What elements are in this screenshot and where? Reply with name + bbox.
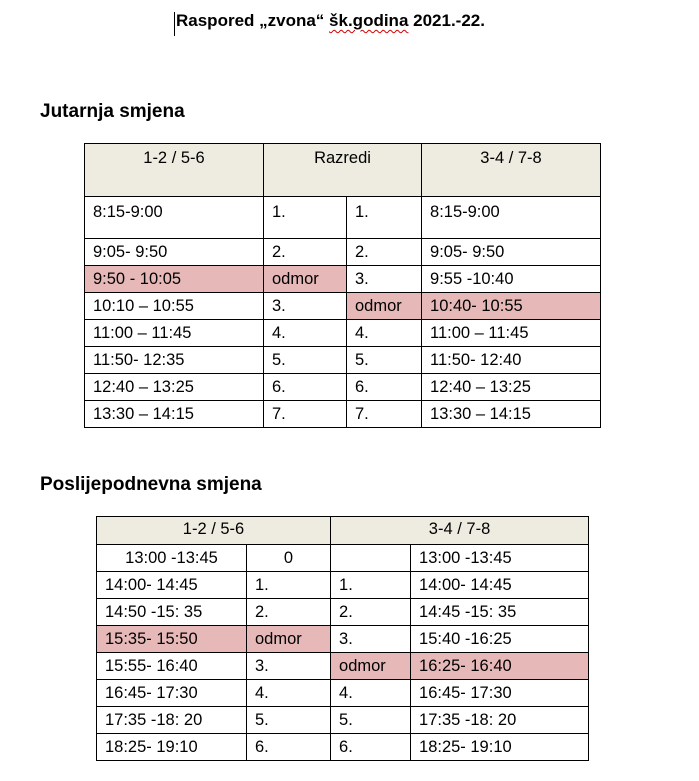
time-cell[interactable]: 13:30 – 14:15 bbox=[422, 401, 601, 428]
table-row bbox=[97, 572, 589, 599]
morning-schedule-table bbox=[84, 143, 601, 428]
col-header-razredi[interactable]: Razredi bbox=[264, 144, 422, 197]
table-header-row bbox=[97, 517, 589, 545]
time-cell[interactable]: 11:00 – 11:45 bbox=[85, 320, 264, 347]
break-label-cell[interactable]: odmor bbox=[347, 293, 422, 320]
time-cell[interactable]: 9:55 -10:40 bbox=[422, 266, 601, 293]
time-cell[interactable]: 18:25- 19:10 bbox=[97, 734, 247, 761]
table-row bbox=[97, 653, 589, 680]
time-cell[interactable]: 11:00 – 11:45 bbox=[422, 320, 601, 347]
break-time-cell[interactable]: 16:25- 16:40 bbox=[411, 653, 589, 680]
break-label-cell[interactable]: odmor bbox=[247, 626, 331, 653]
period-cell[interactable]: 2. bbox=[247, 599, 331, 626]
period-cell[interactable]: 2. bbox=[264, 239, 347, 266]
afternoon-schedule-table bbox=[96, 516, 589, 761]
time-cell[interactable]: 14:00- 14:45 bbox=[97, 572, 247, 599]
break-time-cell[interactable]: 9:50 - 10:05 bbox=[85, 266, 264, 293]
time-cell[interactable]: 18:25- 19:10 bbox=[411, 734, 589, 761]
period-cell[interactable]: 1. bbox=[347, 197, 422, 239]
table-header-row bbox=[85, 144, 601, 197]
period-cell[interactable]: 5. bbox=[247, 707, 331, 734]
time-cell[interactable]: 12:40 – 13:25 bbox=[85, 374, 264, 401]
table-row bbox=[97, 734, 589, 761]
period-cell[interactable] bbox=[331, 545, 411, 572]
break-label-cell[interactable]: odmor bbox=[331, 653, 411, 680]
morning-shift-heading[interactable]: Jutarnja smjena bbox=[40, 101, 185, 122]
table-row bbox=[85, 374, 601, 401]
table-row bbox=[97, 707, 589, 734]
time-cell[interactable]: 14:45 -15: 35 bbox=[411, 599, 589, 626]
time-cell[interactable]: 13:30 – 14:15 bbox=[85, 401, 264, 428]
period-cell[interactable]: 7. bbox=[264, 401, 347, 428]
period-cell[interactable]: 0 bbox=[247, 545, 331, 572]
period-cell[interactable]: 6. bbox=[247, 734, 331, 761]
col-header-grades-1-2-5-6[interactable]: 1-2 / 5-6 bbox=[85, 144, 264, 197]
time-cell[interactable]: 9:05- 9:50 bbox=[422, 239, 601, 266]
time-cell[interactable]: 8:15-9:00 bbox=[85, 197, 264, 239]
time-cell[interactable]: 12:40 – 13:25 bbox=[422, 374, 601, 401]
table-row bbox=[85, 293, 601, 320]
time-cell[interactable]: 14:50 -15: 35 bbox=[97, 599, 247, 626]
title-text-end: 2021.-22. bbox=[408, 11, 485, 30]
time-cell[interactable]: 11:50- 12:35 bbox=[85, 347, 264, 374]
table-row bbox=[85, 401, 601, 428]
time-cell[interactable]: 16:45- 17:30 bbox=[97, 680, 247, 707]
period-cell[interactable]: 3. bbox=[347, 266, 422, 293]
afternoon-shift-heading[interactable]: Poslijepodnevna smjena bbox=[40, 474, 262, 495]
table-row bbox=[85, 197, 601, 239]
period-cell[interactable]: 6. bbox=[347, 374, 422, 401]
break-label-cell[interactable]: odmor bbox=[264, 266, 347, 293]
period-cell[interactable]: 3. bbox=[331, 626, 411, 653]
title-text-start: Raspored „zvona“ bbox=[176, 11, 330, 30]
break-time-cell[interactable]: 10:40- 10:55 bbox=[422, 293, 601, 320]
table-row bbox=[85, 239, 601, 266]
table-row bbox=[97, 680, 589, 707]
time-cell[interactable]: 17:35 -18: 20 bbox=[97, 707, 247, 734]
period-cell[interactable]: 2. bbox=[347, 239, 422, 266]
time-cell[interactable]: 13:00 -13:45 bbox=[97, 545, 247, 572]
time-cell[interactable]: 9:05- 9:50 bbox=[85, 239, 264, 266]
time-cell[interactable]: 13:00 -13:45 bbox=[411, 545, 589, 572]
title-text-spellcheck: šk.godina bbox=[329, 11, 409, 30]
period-cell[interactable]: 6. bbox=[331, 734, 411, 761]
period-cell[interactable]: 1. bbox=[247, 572, 331, 599]
period-cell[interactable]: 3. bbox=[247, 653, 331, 680]
period-cell[interactable]: 6. bbox=[264, 374, 347, 401]
table-row bbox=[97, 626, 589, 653]
col-header-grades-1-2-5-6[interactable]: 1-2 / 5-6 bbox=[97, 517, 331, 545]
period-cell[interactable]: 3. bbox=[264, 293, 347, 320]
period-cell[interactable]: 4. bbox=[247, 680, 331, 707]
period-cell[interactable]: 5. bbox=[347, 347, 422, 374]
period-cell[interactable]: 4. bbox=[347, 320, 422, 347]
time-cell[interactable]: 15:55- 16:40 bbox=[97, 653, 247, 680]
time-cell[interactable]: 16:45- 17:30 bbox=[411, 680, 589, 707]
table-row bbox=[85, 266, 601, 293]
document-title[interactable] bbox=[176, 11, 485, 31]
table-row bbox=[85, 347, 601, 374]
time-cell[interactable]: 8:15-9:00 bbox=[422, 197, 601, 239]
period-cell[interactable]: 4. bbox=[264, 320, 347, 347]
time-cell[interactable]: 14:00- 14:45 bbox=[411, 572, 589, 599]
break-time-cell[interactable]: 15:35- 15:50 bbox=[97, 626, 247, 653]
period-cell[interactable]: 7. bbox=[347, 401, 422, 428]
time-cell[interactable]: 10:10 – 10:55 bbox=[85, 293, 264, 320]
col-header-grades-3-4-7-8[interactable]: 3-4 / 7-8 bbox=[422, 144, 601, 197]
period-cell[interactable]: 1. bbox=[331, 572, 411, 599]
time-cell[interactable]: 17:35 -18: 20 bbox=[411, 707, 589, 734]
time-cell[interactable]: 15:40 -16:25 bbox=[411, 626, 589, 653]
time-cell[interactable]: 11:50- 12:40 bbox=[422, 347, 601, 374]
table-row bbox=[85, 320, 601, 347]
period-cell[interactable]: 4. bbox=[331, 680, 411, 707]
period-cell[interactable]: 2. bbox=[331, 599, 411, 626]
col-header-grades-3-4-7-8[interactable]: 3-4 / 7-8 bbox=[331, 517, 589, 545]
table-row bbox=[97, 545, 589, 572]
period-cell[interactable]: 1. bbox=[264, 197, 347, 239]
table-row bbox=[97, 599, 589, 626]
text-cursor bbox=[174, 12, 175, 36]
period-cell[interactable]: 5. bbox=[264, 347, 347, 374]
period-cell[interactable]: 5. bbox=[331, 707, 411, 734]
